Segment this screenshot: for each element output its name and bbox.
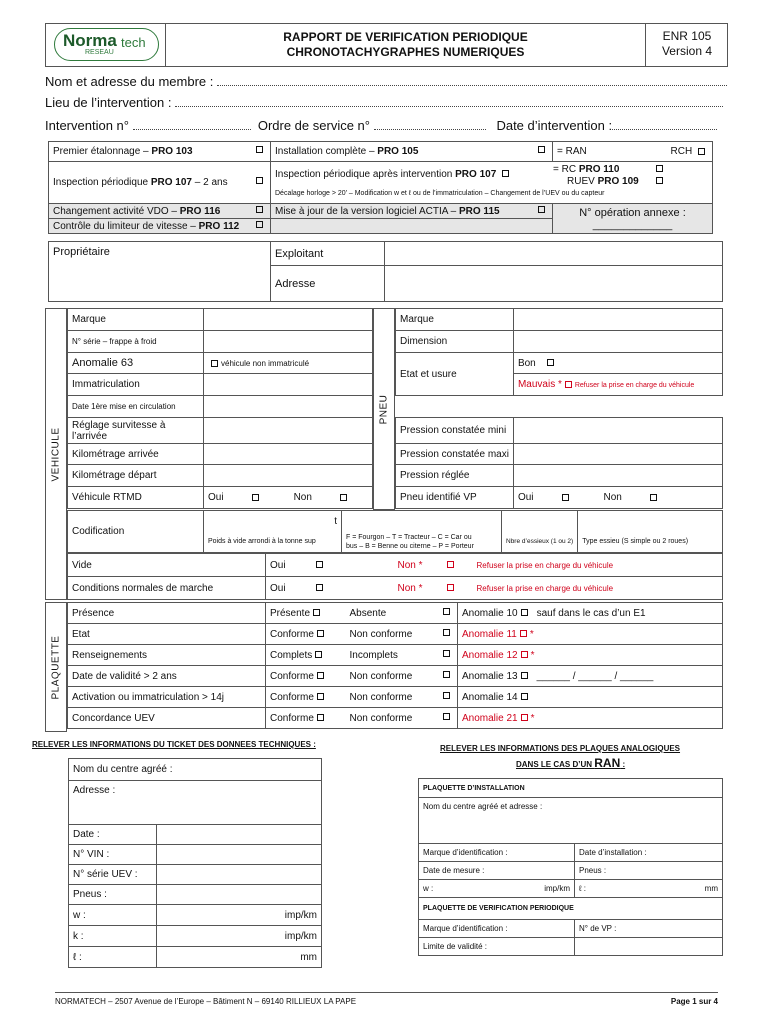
checkbox[interactable] <box>502 170 509 177</box>
op-actia: Mise à jour de la version logiciel ACTIA – PRO 115 <box>271 204 553 219</box>
pneu-vp-options: Oui Non <box>513 487 722 509</box>
plaquette-row <box>68 708 723 729</box>
checkbox[interactable] <box>317 693 324 700</box>
veh-km-arr-label: Kilométrage arrivée <box>68 444 204 465</box>
pneu-bon: Bon <box>513 353 553 374</box>
member-line <box>45 74 727 89</box>
plaques-pneus: Pneus : <box>575 862 723 880</box>
plaques-date-inst: Date d’installation : <box>575 844 723 862</box>
checkbox[interactable] <box>316 584 323 591</box>
date-input[interactable] <box>612 120 717 130</box>
pneu-etat-label: Etat et usure <box>396 353 514 396</box>
pneu-marque-input[interactable] <box>513 309 722 331</box>
conditions-table <box>67 553 723 600</box>
checkbox[interactable] <box>565 381 572 388</box>
checkbox[interactable] <box>443 629 450 636</box>
checkbox[interactable] <box>256 146 263 153</box>
ticket-date-label: Date : <box>69 825 157 845</box>
vide-oui: Oui <box>266 554 394 577</box>
member-input[interactable] <box>217 76 727 86</box>
document-title <box>166 24 646 66</box>
veh-rtmd-label: Véhicule RTMD <box>68 487 204 509</box>
logo-tech: tech <box>121 35 146 50</box>
plaquette-row <box>68 603 723 624</box>
plaques-vp: N° de VP : <box>575 920 723 938</box>
checkbox[interactable] <box>317 630 324 637</box>
checkbox[interactable] <box>211 360 218 367</box>
conditions-label: Conditions normales de marche <box>68 577 266 600</box>
checkbox[interactable] <box>656 165 663 172</box>
ticket-w-unit: imp/km <box>157 905 322 926</box>
ticket-table <box>68 758 322 968</box>
plaq-option-a: Présente <box>266 603 346 624</box>
checkbox[interactable] <box>256 206 263 213</box>
order-label: Ordre de service n° <box>257 118 370 133</box>
veh-serie-label: N° série – frappe à froid <box>68 331 204 353</box>
normatech-logo <box>54 28 159 61</box>
op-premier: Premier étalonnage – PRO 103 <box>49 142 271 162</box>
order-input[interactable] <box>374 120 486 130</box>
intervention-input[interactable] <box>133 120 251 130</box>
location-line <box>45 95 723 110</box>
pneu-side-label: PNEU <box>373 308 395 510</box>
checkbox[interactable] <box>521 672 528 679</box>
checkbox[interactable] <box>256 221 263 228</box>
codif-poids: Poids à vide arrondi à la tonne sup <box>204 532 342 553</box>
plaq-label: Présence <box>68 603 266 624</box>
checkbox[interactable] <box>256 177 263 184</box>
checkbox[interactable] <box>252 494 259 501</box>
veh-immat-input[interactable] <box>204 374 373 396</box>
op-ran: = RAN <box>553 142 626 162</box>
intervention-line <box>45 118 717 133</box>
member-label: Nom et adresse du membre : <box>45 74 214 89</box>
ticket-l-label: ℓ : <box>69 947 157 968</box>
pneu-maxi-input[interactable] <box>513 444 722 465</box>
pneu-reglee-input[interactable] <box>513 465 722 487</box>
plaq-option-a: Conforme <box>266 708 346 729</box>
ticket-date-input[interactable] <box>157 825 322 845</box>
adresse-input[interactable] <box>385 266 723 302</box>
veh-reglage-label: Réglage survitesse à l’arrivée <box>68 418 204 444</box>
checkbox[interactable] <box>538 146 545 153</box>
plaq-option-a: Conforme <box>266 687 346 708</box>
checkbox[interactable] <box>313 609 320 616</box>
checkbox[interactable] <box>538 206 545 213</box>
plaquette-table <box>67 602 723 729</box>
veh-marque-label: Marque <box>68 309 204 331</box>
vide-non: Non * Refuser la prise en charge du véhicule <box>394 554 723 577</box>
ticket-vin-input[interactable] <box>157 845 322 865</box>
adresse-label: Adresse <box>271 266 385 302</box>
pneu-mini-input[interactable] <box>513 418 722 444</box>
title-line-2: CHRONOTACHYGRAPHES NUMERIQUES <box>286 45 525 59</box>
checkbox[interactable] <box>520 630 527 637</box>
ticket-uev-input[interactable] <box>157 865 322 885</box>
ticket-l-unit: mm <box>157 947 322 968</box>
checkbox[interactable] <box>317 672 324 679</box>
plaques-title-2: DANS LE CAS D’UN RAN : <box>516 756 626 770</box>
plaq-option-a: Conforme <box>266 624 346 645</box>
plaq-anomalie: Anomalie 11 * <box>458 624 723 645</box>
plaq-option-b: Absente <box>346 603 458 624</box>
checkbox[interactable] <box>316 561 323 568</box>
op-installation: Installation complète – PRO 105 <box>271 142 553 162</box>
intervention-label: Intervention n° <box>45 118 129 133</box>
document-version: Version 4 <box>661 44 713 58</box>
ticket-title: RELEVER LES INFORMATIONS DU TICKET DES DONNEES TECHNIQUES : <box>32 740 316 749</box>
pneu-mini-label: Pression constatée mini <box>396 418 514 444</box>
checkbox[interactable] <box>447 561 454 568</box>
plaques-title-1: RELEVER LES INFORMATIONS DES PLAQUES ANALOGIQUES <box>440 744 681 753</box>
plaq-anomalie: Anomalie 13 ______ / ______ / ______ <box>458 666 723 687</box>
ticket-adresse: Adresse : <box>69 781 322 825</box>
ticket-uev-label: N° série UEV : <box>69 865 157 885</box>
checkbox[interactable] <box>562 494 569 501</box>
document-ref: ENR 105 <box>662 29 712 43</box>
cond-oui: Oui <box>266 577 394 600</box>
plaques-table <box>418 778 723 956</box>
plaq-option-a: Complets <box>266 645 346 666</box>
checkbox[interactable] <box>656 177 663 184</box>
footer-page: Page 1 sur 4 <box>670 997 718 1006</box>
plaques-limite: Limite de validité : <box>419 938 575 956</box>
plaques-date-mesure: Date de mesure : <box>419 862 575 880</box>
plaques-l: ℓ : mm <box>575 880 723 898</box>
location-label: Lieu de l’intervention : <box>45 95 172 110</box>
pneu-dimension-input[interactable] <box>513 331 722 353</box>
checkbox[interactable] <box>521 651 528 658</box>
codif-label: Codification <box>68 511 204 553</box>
veh-serie-input[interactable] <box>204 331 373 353</box>
checkbox[interactable] <box>443 671 450 678</box>
checkbox[interactable] <box>521 609 528 616</box>
logo-cell <box>46 24 166 66</box>
veh-km-dep-label: Kilométrage départ <box>68 465 204 487</box>
operations-table <box>48 141 713 234</box>
veh-anomalie63-label: Anomalie 63 <box>68 353 204 374</box>
checkbox[interactable] <box>443 650 450 657</box>
plaq-option-a: Conforme <box>266 666 346 687</box>
checkbox[interactable] <box>443 608 450 615</box>
checkbox[interactable] <box>443 713 450 720</box>
title-line-1: RAPPORT DE VERIFICATION PERIODIQUE <box>283 30 528 44</box>
checkbox[interactable] <box>698 148 705 155</box>
plaques-nom-adr: Nom du centre agréé et adresse : <box>419 798 723 844</box>
plaques-verif-title: PLAQUETTE DE VERIFICATION PERIODIQUE <box>419 898 723 920</box>
pneu-maxi-label: Pression constatée maxi <box>396 444 514 465</box>
exploitant-label: Exploitant <box>271 242 385 266</box>
plaq-label: Renseignements <box>68 645 266 666</box>
veh-km-arr-input[interactable] <box>204 444 373 465</box>
plaques-marque2: Marque d’identification : <box>419 920 575 938</box>
location-input[interactable] <box>175 97 723 107</box>
plaq-option-b: Non conforme <box>346 624 458 645</box>
plaques-install-title: PLAQUETTE D’INSTALLATION <box>419 779 723 798</box>
plaquette-row <box>68 624 723 645</box>
plaq-option-b: Non conforme <box>346 687 458 708</box>
vehicule-table <box>67 308 373 509</box>
plaquette-side-label: PLAQUETTE <box>45 602 67 732</box>
checkbox[interactable] <box>547 359 554 366</box>
op-inspection-after: Inspection périodique après intervention PRO 107 = RC PRO 110 RUEV PRO 109 Décalage horloge > 20’ – Modification w et ℓ ou de l’immatriculation – Changement de l’UEV ou du capteur <box>271 162 713 204</box>
codif-type: Type essieu (S simple ou 2 roues) <box>578 532 723 553</box>
pneu-marque-label: Marque <box>396 309 514 331</box>
checkbox[interactable] <box>521 714 528 721</box>
logo-text: Norma <box>63 31 117 50</box>
plaq-label: Etat <box>68 624 266 645</box>
logo-sub: RESEAU <box>85 49 114 56</box>
checkbox[interactable] <box>315 651 322 658</box>
proprietaire-cell: Propriétaire <box>49 242 271 302</box>
plaq-option-b: Incomplets <box>346 645 458 666</box>
reference-cell <box>646 24 728 66</box>
footer-address: NORMATECH – 2507 Avenue de l’Europe – Bâtiment N – 69140 RILLIEUX LA PAPE <box>55 997 357 1006</box>
codif-codes: F = Fourgon – T = Tracteur – C = Car ou bus – B = Benne ou citerne – P = Porteur <box>342 532 502 553</box>
veh-immat-label: Immatriculation <box>68 374 204 396</box>
plaquette-row <box>68 666 723 687</box>
codif-t: t <box>204 511 342 532</box>
exploitant-input[interactable] <box>385 242 723 266</box>
checkbox[interactable] <box>443 692 450 699</box>
checkbox[interactable] <box>650 494 657 501</box>
ticket-k-unit: imp/km <box>157 926 322 947</box>
plaq-option-b: Non conforme <box>346 708 458 729</box>
pneu-reglee-label: Pression réglée <box>396 465 514 487</box>
plaq-anomalie: Anomalie 21 * <box>458 708 723 729</box>
veh-rtmd-options: Oui Non <box>204 487 373 509</box>
ticket-w-label: w : <box>69 905 157 926</box>
op-limiteur: Contrôle du limiteur de vitesse – PRO 112 <box>49 219 271 234</box>
plaq-label: Date de validité > 2 ans <box>68 666 266 687</box>
op-inspection: Inspection périodique PRO 107 – 2 ans <box>49 162 271 204</box>
plaq-label: Concordance UEV <box>68 708 266 729</box>
vide-label: Vide <box>68 554 266 577</box>
plaquette-row <box>68 645 723 666</box>
footer <box>55 992 718 1006</box>
date-label: Date d’intervention : <box>496 118 613 133</box>
ticket-vin-label: N° VIN : <box>69 845 157 865</box>
veh-km-dep-input[interactable] <box>204 465 373 487</box>
veh-date-input[interactable] <box>204 396 373 418</box>
codif-essieux: Nbre d’essieux (1 ou 2) <box>502 532 578 553</box>
decalage-note: Décalage horloge > 20’ – Modification w et ℓ ou de l’immatriculation – Changement de l’UEV ou du capteur <box>275 189 605 197</box>
op-rch: RCH <box>625 142 712 162</box>
pneu-mauvais: Mauvais * Refuser la prise en charge du véhicule <box>513 374 722 396</box>
checkbox[interactable] <box>317 714 324 721</box>
parties-table <box>48 241 723 302</box>
plaques-w: w : imp/km <box>419 880 575 898</box>
plaq-anomalie: Anomalie 10 sauf dans le cas d’un E1 <box>458 603 723 624</box>
plaques-marque: Marque d’identification : <box>419 844 575 862</box>
vehicule-side-label: VEHICULE <box>45 308 67 600</box>
veh-non-immat: véhicule non immatriculé <box>204 353 373 374</box>
checkbox[interactable] <box>447 584 454 591</box>
veh-marque-input[interactable] <box>204 309 373 331</box>
ticket-pneus-input[interactable] <box>157 885 322 905</box>
ticket-nom: Nom du centre agréé : <box>69 759 322 781</box>
op-annexe: N° opération annexe : _____________ <box>553 204 713 234</box>
op-vdo: Changement activité VDO – PRO 116 <box>49 204 271 219</box>
pneu-dimension-label: Dimension <box>396 331 514 353</box>
cond-non: Non * Refuser la prise en charge du véhicule <box>394 577 723 600</box>
ticket-k-label: k : <box>69 926 157 947</box>
plaq-option-b: Non conforme <box>346 666 458 687</box>
veh-reglage-input[interactable] <box>204 418 373 444</box>
checkbox[interactable] <box>340 494 347 501</box>
veh-date-label: Date 1ère mise en circulation <box>68 396 204 418</box>
header <box>45 23 728 67</box>
plaq-label: Activation ou immatriculation > 14j <box>68 687 266 708</box>
plaquette-row <box>68 687 723 708</box>
plaq-anomalie: Anomalie 14 <box>458 687 723 708</box>
ticket-pneus-label: Pneus : <box>69 885 157 905</box>
pneu-table <box>395 308 723 509</box>
codification-table <box>67 510 723 553</box>
checkbox[interactable] <box>521 693 528 700</box>
pneu-vp-label: Pneu identifié VP <box>396 487 514 509</box>
plaq-anomalie: Anomalie 12 * <box>458 645 723 666</box>
